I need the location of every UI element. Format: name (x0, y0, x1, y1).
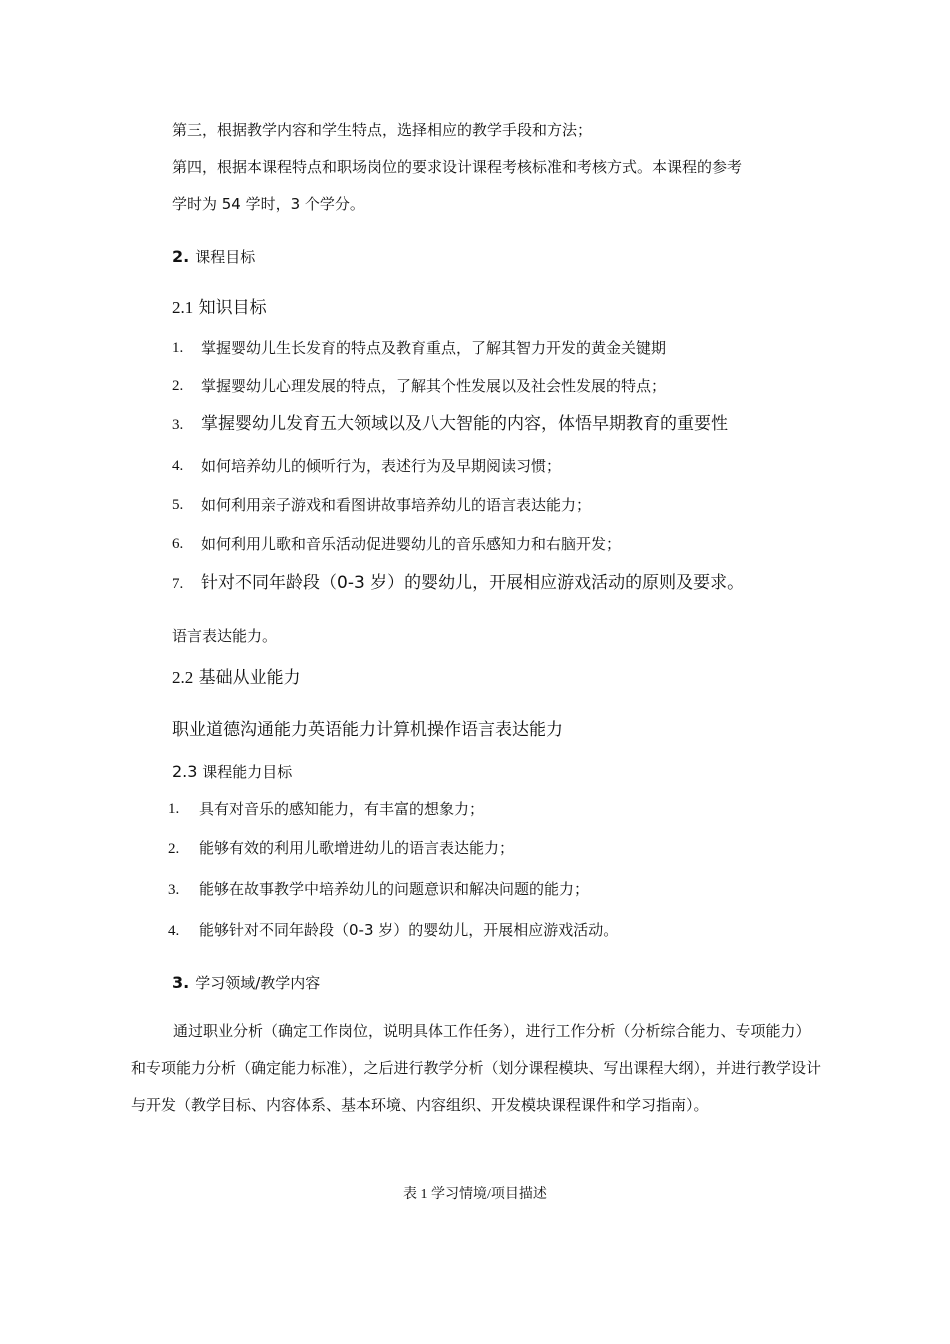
list-item: 如何利用亲子游戏和看图讲故事培养幼儿的语言表达能力； (201, 496, 592, 514)
list-item-number: 7. (172, 576, 184, 592)
list-item: 如何培养幼儿的倾听行为，表述行为及早期阅读习惯； (201, 457, 562, 475)
list-item: 能够针对不同年龄段（0-3 岁）的婴幼儿，开展相应游戏活动。 (199, 921, 619, 939)
list-item-number: 6. (172, 536, 184, 552)
subsection-2-2-title: 基础从业能力 (198, 668, 301, 688)
intro-line-4-cont: 学时为 54 学时，3 个学分。 (172, 195, 365, 213)
subsection-2-1-title: 知识目标 (198, 298, 267, 318)
table-caption: 表 1 学习情境/项目描述 (403, 1187, 547, 1202)
list-item: 掌握婴幼儿生长发育的特点及教育重点，了解其智力开发的黄金关键期 (201, 339, 667, 357)
subsection-2-2-number: 2.2 (172, 668, 194, 687)
section-2-heading (172, 247, 255, 267)
list-item-number: 3. (168, 882, 180, 898)
intro-line-4: 第四，根据本课程特点和职场岗位的要求设计课程考核标准和考核方式。本课程的参考 (172, 158, 743, 176)
list-item-number: 1. (172, 340, 184, 356)
list-item: 能够在故事教学中培养幼儿的问题意识和解决问题的能力； (199, 880, 590, 898)
section-3-heading (172, 973, 320, 993)
section-2-title: 课程目标 (195, 248, 256, 266)
list-item: 掌握婴幼儿发育五大领域以及八大智能的内容，体悟早期教育的重要性 (201, 414, 728, 434)
list-item-number: 5. (172, 497, 184, 513)
list-item: 掌握婴幼儿心理发展的特点，了解其个性发展以及社会性发展的特点； (201, 377, 667, 395)
list-item-number: 2. (172, 378, 184, 394)
list-item: 如何利用儿歌和音乐活动促进婴幼儿的音乐感知力和右脑开发； (201, 535, 622, 553)
subsection-2-3-number: 2.3 (172, 762, 198, 781)
list-item: 能够有效的利用儿歌增进幼儿的语言表达能力； (199, 839, 515, 857)
list-item-number: 4. (168, 923, 180, 939)
section-3-title: 学习领域/教学内容 (195, 974, 321, 992)
list-item: 针对不同年龄段（0-3 岁）的婴幼儿，开展相应游戏活动的原则及要求。 (201, 573, 745, 593)
list-item: 具有对音乐的感知能力，有丰富的想象力； (199, 800, 485, 818)
basic-abilities-text: 职业道德沟通能力英语能力计算机操作语言表达能力 (172, 720, 563, 740)
intro-line-3: 第三，根据教学内容和学生特点，选择相应的教学手段和方法； (172, 121, 593, 139)
list-item-number: 3. (172, 417, 184, 433)
subsection-2-3-heading (172, 762, 292, 782)
list-item-number: 1. (168, 801, 180, 817)
subsection-2-1-heading (172, 297, 267, 319)
subsection-2-1-number: 2.1 (172, 298, 194, 317)
knowledge-goals-tail: 语言表达能力。 (172, 627, 278, 645)
subsection-2-3-title: 课程能力目标 (202, 763, 293, 781)
section-3-number: 3. (172, 973, 190, 992)
section-3-paragraph: 通过职业分析（确定工作岗位，说明具体工作任务），进行工作分析（分析综合能力、专项能力）和专项能力分析（确定能力标准），之后进行教学分析（划分课程模块、写出课程大纲），并进行教学设计与开发（教学目标、内容体系、基本环境、内容组织、开发模块课程课件和学习指南）。 (131, 1022, 822, 1114)
subsection-2-2-heading (172, 667, 301, 689)
list-item-number: 2. (168, 841, 180, 857)
section-2-number: 2. (172, 247, 190, 266)
list-item-number: 4. (172, 458, 184, 474)
